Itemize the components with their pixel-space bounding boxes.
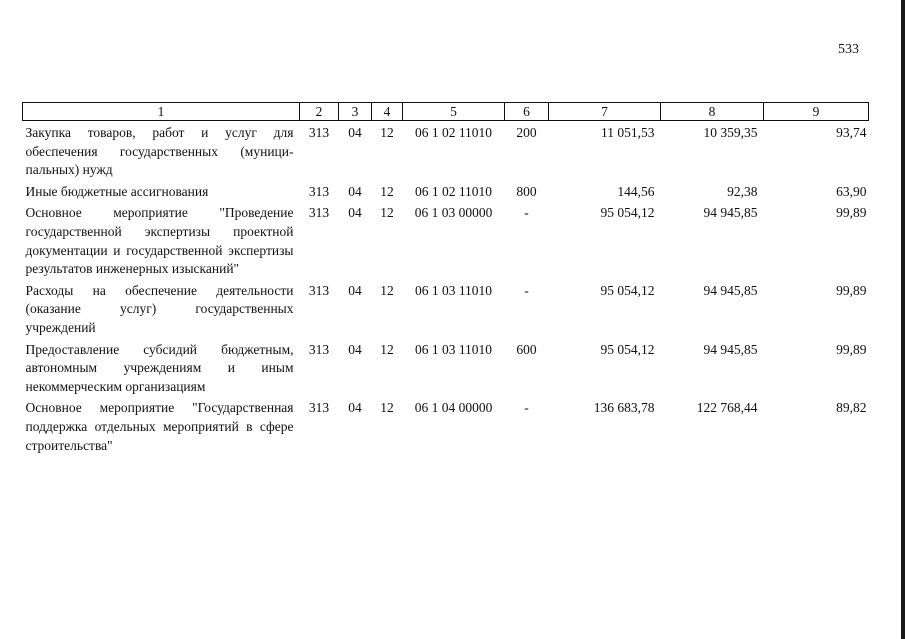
page-number: 533 <box>838 42 859 57</box>
cell-code-3: 04 <box>348 205 362 221</box>
cell-value-7: 144,56 <box>617 183 655 199</box>
cell-code-4: 12 <box>380 282 394 298</box>
column-header: 6 <box>505 103 549 121</box>
cell-code-5: 06 1 03 11010 <box>414 341 493 357</box>
cell-value-7: 11 051,53 <box>601 125 655 140</box>
table-row <box>23 121 869 180</box>
cell-code-3: 04 <box>348 125 362 140</box>
cell-code-5: 06 1 03 00000 <box>414 205 493 221</box>
column-header: 9 <box>764 103 869 121</box>
budget-table <box>22 102 869 455</box>
cell-code-5: 06 1 04 00000 <box>414 400 493 416</box>
cell-value-9: 93,74 <box>836 125 867 140</box>
cell-code-6: - <box>524 400 529 416</box>
cell-code-6: - <box>524 205 529 221</box>
cell-code-2: 313 <box>308 341 330 357</box>
cell-code-4: 12 <box>380 341 394 357</box>
column-header: 7 <box>549 103 661 121</box>
cell-code-6: 800 <box>516 183 537 199</box>
row-name: Закупка товаров, работ и услуг для обеспечения государственных (муници-пальных) нужд <box>25 125 294 178</box>
table-row <box>23 338 869 397</box>
cell-value-9: 89,82 <box>836 400 867 416</box>
cell-value-7: 95 054,12 <box>600 205 655 221</box>
cell-code-6: 200 <box>516 125 537 140</box>
column-header: 1 <box>23 103 300 121</box>
row-name: Основное мероприятие "Государственная поддержка отдельных мероприятий в сфере строительства" <box>25 400 294 453</box>
cell-code-6: - <box>524 282 529 298</box>
column-header: 2 <box>300 103 339 121</box>
cell-code-4: 12 <box>380 205 394 221</box>
cell-code-3: 04 <box>348 282 362 298</box>
cell-code-2: 313 <box>308 400 330 416</box>
cell-code-5: 06 1 02 11010 <box>414 125 493 140</box>
cell-code-3: 04 <box>348 400 362 416</box>
cell-code-4: 12 <box>380 125 394 140</box>
cell-code-2: 313 <box>308 205 330 221</box>
cell-code-5: 06 1 03 11010 <box>414 282 493 298</box>
table-row <box>23 201 869 278</box>
cell-code-3: 04 <box>348 341 362 357</box>
cell-value-9: 63,90 <box>836 183 867 199</box>
column-header: 4 <box>372 103 403 121</box>
cell-code-4: 12 <box>380 183 394 199</box>
cell-code-4: 12 <box>380 400 394 416</box>
column-header: 8 <box>661 103 764 121</box>
cell-value-7: 136 683,78 <box>593 400 655 416</box>
row-name: Иные бюджетные ассигнования <box>25 183 209 199</box>
header-row <box>23 103 869 121</box>
scan-edge <box>901 0 905 639</box>
cell-code-2: 313 <box>308 282 330 298</box>
cell-code-6: 600 <box>516 341 537 357</box>
cell-value-7: 95 054,12 <box>600 341 655 357</box>
cell-value-8: 94 945,85 <box>703 282 758 298</box>
cell-value-9: 99,89 <box>836 282 867 298</box>
cell-value-8: 92,38 <box>727 183 758 199</box>
cell-value-9: 99,89 <box>836 205 867 221</box>
column-header: 3 <box>339 103 372 121</box>
cell-value-8: 94 945,85 <box>703 205 758 221</box>
cell-value-8: 122 768,44 <box>696 400 758 416</box>
column-header: 5 <box>403 103 505 121</box>
cell-code-3: 04 <box>348 183 362 199</box>
cell-code-5: 06 1 02 11010 <box>414 183 493 199</box>
cell-value-7: 95 054,12 <box>600 282 655 298</box>
cell-value-9: 99,89 <box>836 341 867 357</box>
table-row <box>23 396 869 455</box>
row-name: Предоставление субсидий бюджетным, автономным учреждениям и иным некоммерческим организациям <box>25 341 294 394</box>
table-row <box>23 180 869 202</box>
table-row <box>23 279 869 338</box>
cell-value-8: 10 359,35 <box>703 125 758 140</box>
cell-value-8: 94 945,85 <box>703 341 758 357</box>
row-name: Основное мероприятие "Проведение государственной экспертизы проектной документации и государственной экспертизы результатов инженерных изысканий" <box>25 205 294 277</box>
cell-code-2: 313 <box>308 125 330 140</box>
row-name: Расходы на обеспечение деятельности (оказание услуг) государственных учреждений <box>25 282 294 335</box>
cell-code-2: 313 <box>308 183 330 199</box>
